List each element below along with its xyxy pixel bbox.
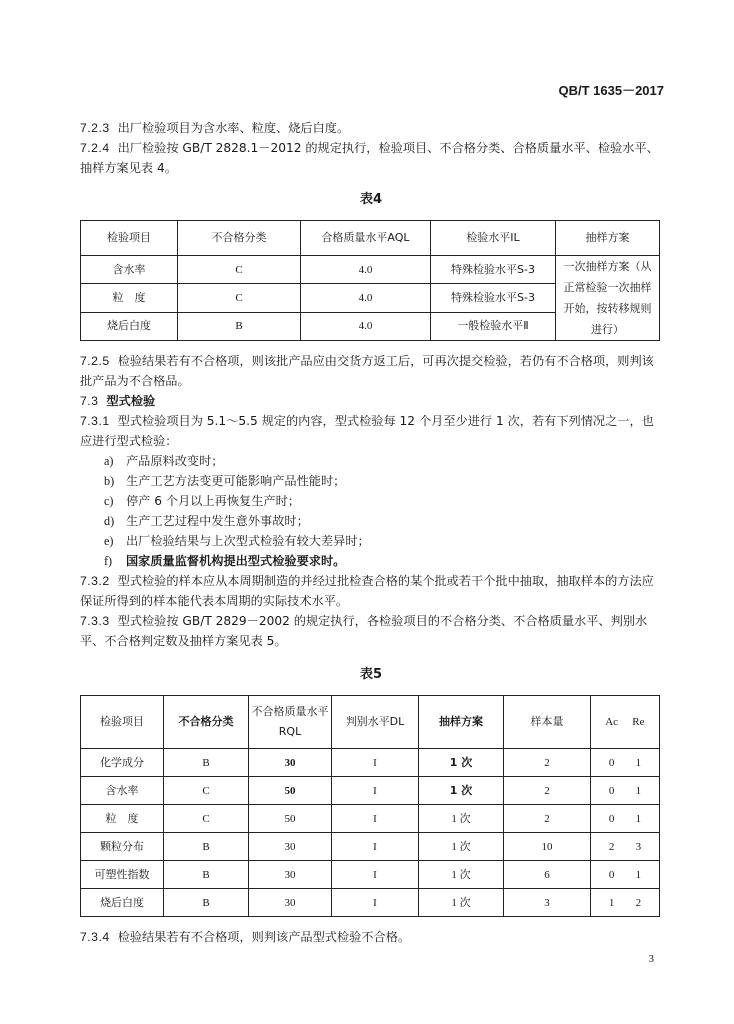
ac-value: 0: [608, 812, 615, 825]
list-item: [80, 491, 662, 511]
table-cell: 粒 度: [81, 805, 164, 833]
table-5: [80, 695, 660, 917]
clause-7-3-3: [80, 611, 662, 651]
clause-7-3-4: [80, 927, 662, 947]
list-item-label: d): [104, 514, 115, 528]
table-cell: I: [332, 889, 419, 917]
table-cell: 50: [249, 777, 332, 805]
table-cell: I: [332, 833, 419, 861]
clause-number: 7.3.3: [80, 614, 110, 628]
list-item: [80, 551, 662, 571]
table-cell: 10: [504, 833, 591, 861]
table-header-cell: 检验项目: [81, 221, 178, 256]
table-header-cell: 检验水平IL: [431, 221, 556, 256]
table-cell: B: [164, 749, 249, 777]
table-cell: [591, 805, 660, 833]
table-header-cell: 不合格质量水平RQL: [249, 696, 332, 749]
table-cell: 30: [249, 749, 332, 777]
table5-title: 表5: [359, 667, 383, 682]
table-cell: 可塑性指数: [81, 861, 164, 889]
re-value: 1: [635, 756, 642, 769]
table-cell: I: [332, 805, 419, 833]
list-item-text: 出厂检验结果与上次型式检验有较大差异时；: [126, 534, 370, 548]
list-item-label: e): [104, 534, 114, 548]
table-row: [81, 805, 660, 833]
table-cell: I: [332, 861, 419, 889]
table-cell: 4.0: [301, 284, 431, 312]
clause-7-3-2: [80, 571, 662, 611]
clause-text: 型式检验项目为 5.1～5.5 规定的内容，型式检验每 12 个月至少进行 1 次，若有下列情况之一，也应进行型式检验：: [80, 414, 654, 448]
clause-number: 7.3.2: [80, 574, 110, 588]
table-cell: B: [164, 833, 249, 861]
clause-text: 出厂检验按 GB/T 2828.1－2012 的规定执行，检验项目、不合格分类、合格质量水平、检验水平、抽样方案见表 4。: [80, 141, 659, 175]
list-item-label: b): [104, 474, 115, 488]
list-item: [80, 451, 662, 471]
page-number: 3: [648, 953, 654, 965]
re-value: 2: [635, 896, 642, 909]
ac-value: 0: [608, 784, 615, 797]
table-row: [81, 889, 660, 917]
table-cell: 烧后白度: [81, 312, 178, 340]
table-cell: 4.0: [301, 312, 431, 340]
clause-number: 7.2.4: [80, 141, 110, 155]
table-cell: [591, 749, 660, 777]
table-cell: 1 次: [419, 889, 504, 917]
list-item-text: 生产工艺过程中发生意外事故时；: [126, 514, 309, 528]
table-cell: 1 次: [419, 749, 504, 777]
table-5-body: [81, 749, 660, 917]
ac-value: 0: [608, 868, 615, 881]
clause-number: 7.3: [80, 394, 99, 408]
clause-number: 7.3.4: [80, 930, 110, 944]
table-cell: C: [164, 805, 249, 833]
list-item-text: 生产工艺方法变更可能影响产品性能时；: [126, 474, 346, 488]
table-cell: C: [164, 777, 249, 805]
table-cell: 30: [249, 833, 332, 861]
re-value: 1: [635, 812, 642, 825]
clause-text: 型式检验按 GB/T 2829－2002 的规定执行，各检验项目的不合格分类、不合格质量水平、判别水平、不合格判定数及抽样方案见表 5。: [80, 614, 648, 648]
clause-7-2-4: [80, 138, 662, 178]
table-cell: 2: [504, 749, 591, 777]
sampling-plan-cell: 一次抽样方案（从正常检验一次抽样开始，按转移规则进行）: [556, 256, 660, 341]
table-cell: 2: [504, 805, 591, 833]
clause-7-3: [80, 391, 662, 411]
table-header-row: [81, 696, 660, 749]
table-cell: [591, 861, 660, 889]
table-cell: C: [178, 256, 301, 284]
table-4: [80, 220, 660, 341]
table-cell: 50: [249, 805, 332, 833]
table-cell: 含水率: [81, 256, 178, 284]
list-item-text: 国家质量监督机构提出型式检验要求时。: [126, 554, 346, 568]
clause-7-3-1: [80, 411, 662, 451]
table-header-cell: 样本量: [504, 696, 591, 749]
table-cell: 粒 度: [81, 284, 178, 312]
table-header-cell: 不合格分类: [178, 221, 301, 256]
clause-text: 出厂检验项目为含水率、粒度、烧后白度。: [117, 121, 350, 135]
table-cell: 一般检验水平Ⅱ: [431, 312, 556, 340]
table-header-cell: 判别水平DL: [332, 696, 419, 749]
list-item: [80, 471, 662, 491]
table-cell: 含水率: [81, 777, 164, 805]
table-cell: B: [178, 312, 301, 340]
ac-value: 2: [608, 840, 615, 853]
table-cell: [591, 889, 660, 917]
list-item-text: 停产 6 个月以上再恢复生产时；: [126, 494, 300, 508]
clause-number: 7.2.3: [80, 121, 110, 135]
table-cell: 特殊检验水平S-3: [431, 284, 556, 312]
table-cell: 烧后白度: [81, 889, 164, 917]
list-item-label: f): [104, 554, 113, 568]
table-cell: C: [178, 284, 301, 312]
table-cell: 3: [504, 889, 591, 917]
table-cell: I: [332, 777, 419, 805]
table-cell: 1 次: [419, 861, 504, 889]
table-cell: 1 次: [419, 805, 504, 833]
table-header-cell: 检验项目: [81, 696, 164, 749]
list-item-text: 产品原料改变时；: [126, 454, 224, 468]
list-item: [80, 531, 662, 551]
table-row: [81, 256, 660, 284]
table-cell: [591, 777, 660, 805]
table-cell: I: [332, 749, 419, 777]
table-header-row: [81, 221, 660, 256]
table-row: [81, 777, 660, 805]
table-row: [81, 861, 660, 889]
ac-header: Ac: [605, 716, 619, 728]
clause-7-2-3: [80, 118, 662, 138]
table-cell: [591, 833, 660, 861]
table-cell: 特殊检验水平S-3: [431, 256, 556, 284]
re-header: Re: [632, 716, 645, 728]
list-item-label: a): [104, 454, 114, 468]
list-item: [80, 511, 662, 531]
table-cell: 化学成分: [81, 749, 164, 777]
ac-value: 1: [608, 896, 615, 909]
clause-text: 型式检验的样本应从本周期制造的并经过批检查合格的某个批或若干个批中抽取，抽取样本的方法应保证所得到的样本能代表本周期的实际技术水平。: [80, 574, 654, 608]
re-value: 1: [635, 784, 642, 797]
page-content: [80, 118, 662, 947]
clause-text: 型式检验: [106, 394, 156, 408]
conditions-list: [80, 451, 662, 571]
clause-text: 检验结果若有不合格项，则该批产品应由交货方返工后，可再次提交检验，若仍有不合格项，则判该批产品为不合格品。: [80, 354, 654, 388]
table-cell: 1 次: [419, 777, 504, 805]
table-cell: 2: [504, 777, 591, 805]
table-cell: 4.0: [301, 256, 431, 284]
re-value: 3: [635, 840, 642, 853]
table-cell: 6: [504, 861, 591, 889]
table-cell: B: [164, 861, 249, 889]
table-cell: B: [164, 889, 249, 917]
re-value: 1: [635, 868, 642, 881]
table-header-cell: 抽样方案: [419, 696, 504, 749]
ac-value: 0: [608, 756, 615, 769]
table-row: [81, 833, 660, 861]
table-cell: 1 次: [419, 833, 504, 861]
clause-text: 检验结果若有不合格项，则判该产品型式检验不合格。: [117, 930, 411, 944]
table-header-cell: 合格质量水平AQL: [301, 221, 431, 256]
table-row: [81, 749, 660, 777]
table-header-cell: 不合格分类: [164, 696, 249, 749]
standard-code: QB/T 1635－2017: [558, 83, 664, 98]
clause-7-2-5: [80, 351, 662, 391]
table-header-cell: 抽样方案: [556, 221, 660, 256]
clause-number: 7.3.1: [80, 414, 110, 428]
list-item-label: c): [104, 494, 114, 508]
table-cell: 30: [249, 889, 332, 917]
table4-title: 表4: [359, 192, 383, 207]
table-cell: 颗粒分布: [81, 833, 164, 861]
clause-number: 7.2.5: [80, 354, 110, 368]
table-cell: 30: [249, 861, 332, 889]
table-header-cell: [591, 696, 660, 749]
